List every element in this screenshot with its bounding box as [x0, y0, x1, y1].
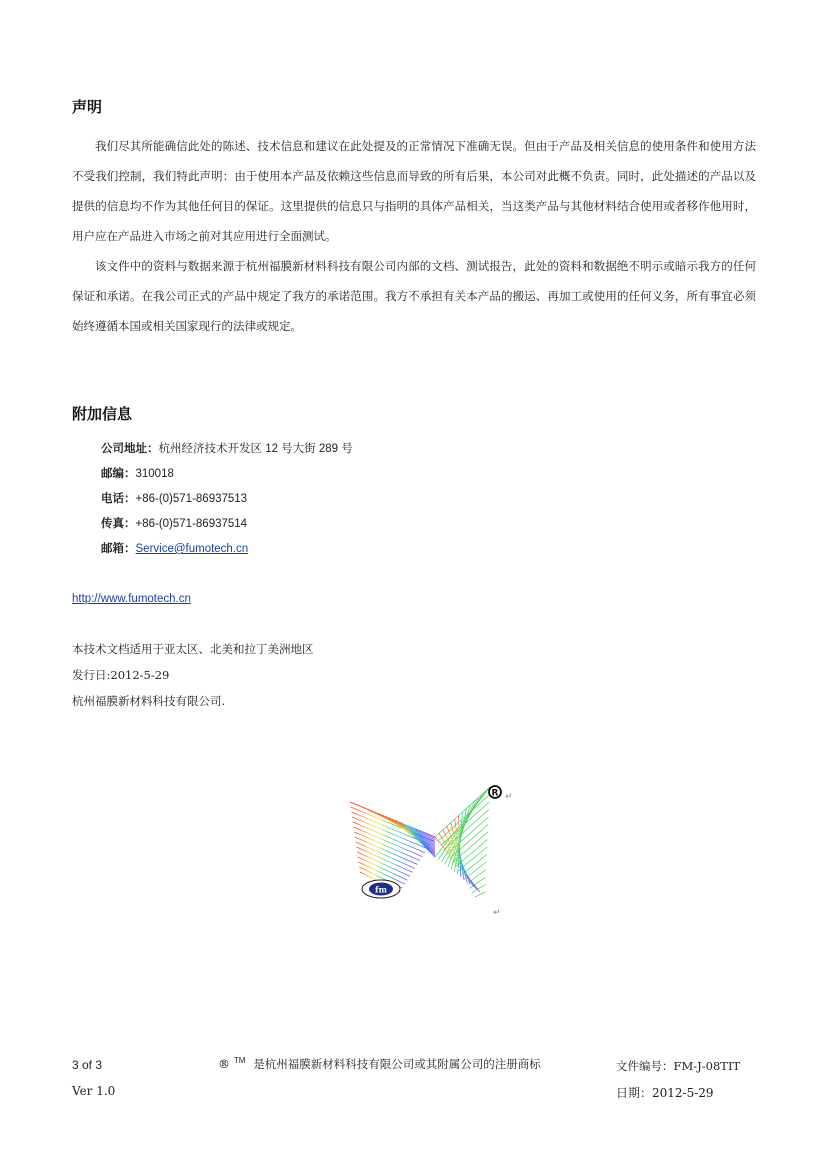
declaration-paragraph-1: 我们尽其所能确信此处的陈述、技术信息和建议在此处提及的正常情况下准确无误。但由于产品及相关信息的使用条件和使用方法不受我们控制，我们特此声明：由于使用本产品及依赖这些信息而导致的所有后果，本公司对此概不负责。同时，此处描述的产品以及提供的信息均不作为其他任何目的保证。这里提供的信息只与指明的具体产品相关，当这类产品与其他材料结合使用或者移作他用时，用户应在产品进入市场之前对其应用进行全面测试。	[72, 139, 756, 243]
company-name: 杭州福膜新材料科技有限公司.	[72, 694, 226, 708]
logo-mesh-line	[475, 892, 485, 897]
declaration-heading: 声明	[72, 98, 103, 116]
address-label: 公司地址：	[101, 443, 159, 455]
registered-symbol: ®	[218, 1057, 230, 1071]
contact-block	[101, 437, 353, 562]
region-note: 本技术文档适用于亚太区、北美和拉丁美洲地区	[72, 642, 314, 656]
phone-value: +86-(0)571-86937513	[135, 493, 248, 505]
logo-mesh	[350, 787, 490, 897]
email-link[interactable]: Service@fumotech.cn	[135, 543, 249, 555]
issue-date: 发行日:2012-5-29	[72, 668, 170, 682]
return-mark-icon: ↵	[505, 792, 513, 802]
fax-line	[101, 512, 353, 537]
postcode-value: 310018	[135, 468, 174, 480]
svg-text:R: R	[491, 788, 499, 799]
logo-mesh-line	[352, 817, 427, 849]
company-logo	[345, 782, 525, 932]
logo-mesh-line	[358, 857, 408, 880]
postcode-line	[101, 462, 353, 487]
version: Ver 1.0	[72, 1084, 116, 1098]
registered-mark-icon	[489, 786, 501, 799]
logo-mesh-line	[353, 822, 425, 853]
phone-label: 电话：	[101, 493, 136, 505]
trademark-text: 是杭州福膜新材料科技有限公司或其附属公司的注册商标	[253, 1057, 541, 1071]
declaration-body	[72, 131, 756, 341]
return-mark-icon-2: ↵	[493, 908, 501, 918]
fax-value: +86-(0)571-86937514	[135, 518, 248, 530]
logo-mesh-line	[357, 852, 410, 876]
website-link[interactable]: http://www.fumotech.cn	[72, 593, 191, 605]
email-line	[101, 537, 353, 562]
fm-emblem	[362, 880, 400, 898]
svg-text:fm: fm	[375, 884, 387, 895]
declaration-paragraph-2: 该文件中的资料与数据来源于杭州福膜新材料科技有限公司内部的文档、测试报告，此处的资料和数据绝不明示或暗示我方的任何保证和承诺。在我公司正式的产品中规定了我方的承诺范围。我方不承担有关本产品的搬运、再加工或使用的任何义务，所有事宜必须始终遵循本国或相关国家现行的法律或规定。	[72, 259, 756, 333]
tm-symbol: TM	[233, 1056, 246, 1065]
logo-mesh-line	[356, 847, 412, 872]
trademark-line	[218, 1056, 541, 1072]
fax-label: 传真：	[101, 518, 136, 530]
page-number: 3 of 3	[72, 1058, 103, 1072]
postcode-label: 邮编：	[101, 468, 136, 480]
phone-line	[101, 487, 353, 512]
address-line	[101, 437, 353, 462]
additional-info-heading: 附加信息	[72, 405, 133, 423]
footer-date: 日期：2012-5-29	[616, 1086, 714, 1100]
document-number: 文件编号：FM-J-08TIT	[616, 1059, 741, 1073]
logo-mesh-line	[435, 837, 480, 892]
logo-mesh-line	[469, 877, 485, 888]
address-value: 杭州经济技术开发区 12 号大街 289 号	[158, 443, 353, 455]
email-label: 邮箱：	[101, 543, 136, 555]
